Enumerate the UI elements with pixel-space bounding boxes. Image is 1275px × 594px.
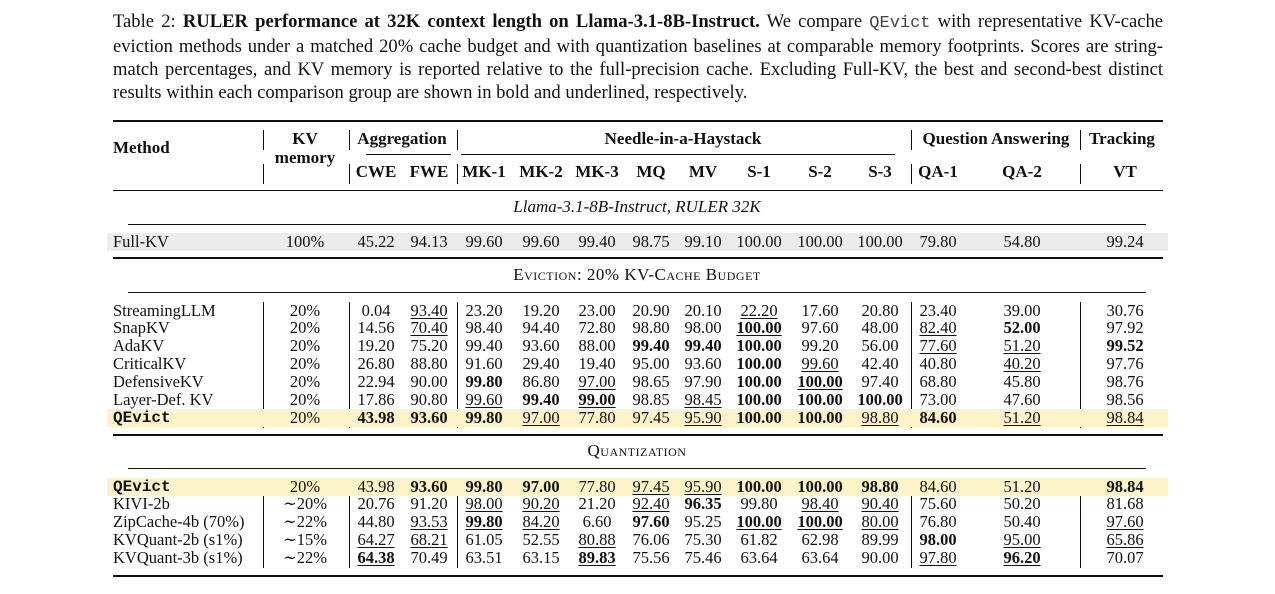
table-caption <box>113 10 1163 104</box>
cell-vt: 97.76 <box>1106 354 1144 373</box>
row-method-label: KIVI-2b <box>113 494 170 513</box>
cell-qa-1: 82.40 <box>919 318 957 337</box>
cell-mv: 96.35 <box>684 494 722 513</box>
cell-s-1: 63.64 <box>740 548 778 567</box>
cell-mk-2: 84.20 <box>522 512 560 531</box>
cell-s-2: 63.64 <box>801 548 839 567</box>
cell-mv: 75.46 <box>684 548 722 567</box>
cell-fwe: 93.60 <box>410 477 448 496</box>
cell-qa-2: 45.80 <box>1003 372 1041 391</box>
cell-mk-1: 23.20 <box>465 301 503 320</box>
cell-s-1: 100.00 <box>736 232 782 251</box>
cell-cwe: 22.94 <box>357 372 395 391</box>
cell-mv: 95.90 <box>684 408 722 427</box>
cell-mk-3: 77.80 <box>578 477 616 496</box>
cell-s-2: 100.00 <box>797 390 843 409</box>
cell-mk-1: 99.80 <box>465 408 503 427</box>
cell-qa-2: 40.20 <box>1003 354 1041 373</box>
top-rule <box>113 120 1163 122</box>
cell-mq: 92.40 <box>632 494 670 513</box>
cell-qa-2: 52.00 <box>1003 318 1041 337</box>
cell-mk-3: 19.40 <box>578 354 616 373</box>
cell-cwe: 44.80 <box>357 512 395 531</box>
cell-cwe: 64.27 <box>357 530 395 549</box>
cell-s-1: 100.00 <box>736 336 782 355</box>
cell-mv: 95.90 <box>684 477 722 496</box>
row-kv-memory: 20% <box>289 372 321 391</box>
column-header-mk-1: MK-1 <box>462 162 506 181</box>
column-header-qa-1: QA-1 <box>918 162 958 181</box>
group-underline-aggregation <box>366 154 451 155</box>
cell-s-1: 100.00 <box>736 408 782 427</box>
cell-fwe: 70.40 <box>410 318 448 337</box>
cell-mq: 95.00 <box>632 354 670 373</box>
column-separator-qa <box>1080 164 1081 184</box>
cell-s-1: 100.00 <box>736 354 782 373</box>
cell-fwe: 90.00 <box>410 372 448 391</box>
cell-mv: 97.90 <box>684 372 722 391</box>
cell-fwe: 93.60 <box>410 408 448 427</box>
cell-qa-2: 51.20 <box>1003 408 1041 427</box>
cell-mq: 97.45 <box>632 477 670 496</box>
row-method-label: DefensiveKV <box>113 372 204 391</box>
column-header-fwe: FWE <box>409 162 449 181</box>
cell-vt: 70.07 <box>1106 548 1144 567</box>
cell-vt: 97.60 <box>1106 512 1144 531</box>
row-method-label: ZipCache-4b (70%) <box>113 512 245 531</box>
cell-qa-2: 54.80 <box>1003 232 1041 251</box>
cell-vt: 98.84 <box>1106 477 1144 496</box>
bottom-rule <box>113 575 1163 577</box>
cell-qa-1: 73.00 <box>919 390 957 409</box>
cell-vt: 65.86 <box>1106 530 1144 549</box>
row-kv-memory: 20% <box>289 354 321 373</box>
cell-mq: 98.65 <box>632 372 670 391</box>
cell-qa-2: 96.20 <box>1003 548 1041 567</box>
cell-mq: 20.90 <box>632 301 670 320</box>
cell-mk-2: 90.20 <box>522 494 560 513</box>
group-aggregation: Aggregation <box>357 129 447 148</box>
cell-mk-3: 77.80 <box>578 408 616 427</box>
cell-s-2: 100.00 <box>797 408 843 427</box>
cell-fwe: 88.80 <box>410 354 448 373</box>
cell-mk-3: 88.00 <box>578 336 616 355</box>
row-kv-memory: 20% <box>289 408 321 427</box>
column-separator-kv-memory <box>349 164 350 184</box>
group-tracking: Tracking <box>1089 129 1155 148</box>
cell-s-2: 98.40 <box>801 494 839 513</box>
section-quantization: Quantization <box>587 441 687 460</box>
cell-fwe: 68.21 <box>410 530 448 549</box>
cell-qa-1: 40.80 <box>919 354 957 373</box>
cell-fwe: 75.20 <box>410 336 448 355</box>
cell-mk-1: 99.80 <box>465 512 503 531</box>
cell-s-3: 97.40 <box>861 372 899 391</box>
row-method-label: StreamingLLM <box>113 301 216 320</box>
cell-qa-1: 84.60 <box>919 477 957 496</box>
cell-mq: 75.56 <box>632 548 670 567</box>
cell-s-1: 22.20 <box>740 301 778 320</box>
caption-label: Table 2: <box>113 11 176 32</box>
row-kv-memory: 20% <box>289 301 321 320</box>
row-kv-memory: 20% <box>289 390 321 409</box>
header-kv-memory-line1: KV <box>292 129 318 148</box>
cell-mk-2: 99.60 <box>522 232 560 251</box>
cell-qa-2: 47.60 <box>1003 390 1041 409</box>
caption-text-a: We compare <box>759 11 870 32</box>
column-separator-method <box>263 130 264 150</box>
cell-qa-1: 76.80 <box>919 512 957 531</box>
cell-mk-2: 29.40 <box>522 354 560 373</box>
cell-mk-2: 52.55 <box>522 530 560 549</box>
cell-mv: 20.10 <box>684 301 722 320</box>
cell-mk-3: 99.00 <box>578 390 616 409</box>
cell-s-3: 90.00 <box>861 548 899 567</box>
cell-s-2: 99.20 <box>801 336 839 355</box>
cell-vt: 97.92 <box>1106 318 1144 337</box>
cell-s-3: 100.00 <box>857 390 903 409</box>
cell-mk-1: 61.05 <box>465 530 503 549</box>
cell-mk-2: 99.40 <box>522 390 560 409</box>
column-header-mk-3: MK-3 <box>575 162 619 181</box>
cell-mk-3: 23.00 <box>578 301 616 320</box>
cell-mq: 97.60 <box>632 512 670 531</box>
column-separator-qa <box>1080 130 1081 150</box>
cell-s-3: 20.80 <box>861 301 899 320</box>
row-method-label: QEvict <box>113 409 171 427</box>
cell-mq: 99.40 <box>632 336 670 355</box>
column-header-vt: VT <box>1113 162 1137 181</box>
cell-mk-3: 21.20 <box>578 494 616 513</box>
row-method-label: CriticalKV <box>113 354 187 373</box>
header-method: Method <box>113 138 170 157</box>
cell-s-1: 99.80 <box>740 494 778 513</box>
cell-vt: 98.76 <box>1106 372 1144 391</box>
cell-cwe: 43.98 <box>357 477 395 496</box>
row-kv-memory: 20% <box>289 477 321 496</box>
cell-qa-2: 50.20 <box>1003 494 1041 513</box>
column-header-cwe: CWE <box>355 162 397 181</box>
cell-mk-1: 98.40 <box>465 318 503 337</box>
cell-s-1: 100.00 <box>736 390 782 409</box>
cell-mq: 98.85 <box>632 390 670 409</box>
column-header-mk-2: MK-2 <box>519 162 563 181</box>
cell-s-3: 98.80 <box>861 477 899 496</box>
cell-s-2: 100.00 <box>797 372 843 391</box>
column-separator-aggregation <box>457 130 458 150</box>
cell-mv: 99.10 <box>684 232 722 251</box>
cell-mk-1: 99.60 <box>465 390 503 409</box>
column-header-s-1: S-1 <box>747 162 771 181</box>
column-header-mq: MQ <box>636 162 666 181</box>
cell-cwe: 64.38 <box>357 548 395 567</box>
cell-mk-2: 86.80 <box>522 372 560 391</box>
column-header-qa-2: QA-2 <box>1002 162 1042 181</box>
row-method-label: Layer-Def. KV <box>113 390 214 409</box>
cell-mk-3: 99.40 <box>578 232 616 251</box>
cell-s-1: 100.00 <box>736 512 782 531</box>
cell-cwe: 14.56 <box>357 318 395 337</box>
group-needle-in-a-haystack: Needle-in-a-Haystack <box>604 129 762 148</box>
cell-vt: 81.68 <box>1106 494 1144 513</box>
row-kv-memory: 100% <box>285 232 325 251</box>
row-method-label: QEvict <box>113 478 171 496</box>
header-bottom-rule <box>113 190 1163 191</box>
cell-mq: 76.06 <box>632 530 670 549</box>
cell-s-2: 99.60 <box>801 354 839 373</box>
column-separator-niah <box>911 130 912 150</box>
cell-mq: 97.45 <box>632 408 670 427</box>
cell-qa-1: 75.60 <box>919 494 957 513</box>
cell-mk-1: 99.80 <box>465 372 503 391</box>
cell-mk-3: 80.88 <box>578 530 616 549</box>
column-header-s-2: S-2 <box>808 162 832 181</box>
cell-cwe: 0.04 <box>361 301 391 320</box>
row-method-label: AdaKV <box>113 336 165 355</box>
cell-mv: 95.25 <box>684 512 722 531</box>
cell-vt: 98.56 <box>1106 390 1144 409</box>
section-eviction: Eviction: 20% KV-Cache Budget <box>513 265 761 284</box>
row-kv-memory: 20% <box>289 318 321 337</box>
cell-s-2: 100.00 <box>797 477 843 496</box>
cell-mv: 93.60 <box>684 354 722 373</box>
cell-qa-1: 84.60 <box>919 408 957 427</box>
cell-mk-2: 97.00 <box>522 408 560 427</box>
cell-mk-2: 63.15 <box>522 548 560 567</box>
cell-qa-2: 51.20 <box>1003 336 1041 355</box>
column-separator-niah <box>911 164 912 184</box>
column-separator-kv-memory <box>349 130 350 150</box>
row-kv-memory: 20% <box>289 336 321 355</box>
cell-mv: 99.40 <box>684 336 722 355</box>
cell-mk-1: 99.60 <box>465 232 503 251</box>
cell-mk-2: 97.00 <box>522 477 560 496</box>
full-kv-bottom-rule <box>113 257 1163 259</box>
group-underline-niah <box>461 154 895 155</box>
cell-s-1: 61.82 <box>740 530 778 549</box>
cell-qa-2: 50.40 <box>1003 512 1041 531</box>
cell-s-2: 97.60 <box>801 318 839 337</box>
cell-fwe: 90.80 <box>410 390 448 409</box>
cell-fwe: 94.13 <box>410 232 448 251</box>
row-method-label: KVQuant-2b (s1%) <box>113 530 243 549</box>
cell-s-3: 42.40 <box>861 354 899 373</box>
cell-cwe: 19.20 <box>357 336 395 355</box>
cell-mk-2: 94.40 <box>522 318 560 337</box>
cell-s-3: 89.99 <box>861 530 899 549</box>
row-method-label: KVQuant-3b (s1%) <box>113 548 243 567</box>
cell-mk-2: 93.60 <box>522 336 560 355</box>
cell-mk-3: 72.80 <box>578 318 616 337</box>
caption-title: RULER performance at 32K context length on Llama-3.1-8B-Instruct. <box>182 11 760 32</box>
column-header-s-3: S-3 <box>868 162 892 181</box>
cell-s-3: 90.40 <box>861 494 899 513</box>
quantization-section-rule <box>128 468 1146 469</box>
cell-mq: 98.80 <box>632 318 670 337</box>
cell-mq: 98.75 <box>632 232 670 251</box>
cell-mk-3: 89.83 <box>578 548 616 567</box>
cell-qa-2: 51.20 <box>1003 477 1041 496</box>
cell-mk-1: 63.51 <box>465 548 503 567</box>
cell-qa-2: 39.00 <box>1003 301 1041 320</box>
cell-qa-1: 23.40 <box>919 301 957 320</box>
cell-cwe: 45.22 <box>357 232 395 251</box>
cell-s-3: 98.80 <box>861 408 899 427</box>
cell-cwe: 17.86 <box>357 390 395 409</box>
caption-text-b: with representative KV-cache eviction methods under a matched 20% cache budget and with quantization baselines at comparable memory footprints. Scores are string-match percentages, and KV memory is reported relative to the full-precision cache. Excluding Full-KV, the best and second-best distinct results within each comparison group are shown in bold and underlined, respectively. <box>113 11 1163 103</box>
cell-qa-1: 77.60 <box>919 336 957 355</box>
cell-s-1: 100.00 <box>736 318 782 337</box>
cell-mv: 75.30 <box>684 530 722 549</box>
cell-qa-1: 97.80 <box>919 548 957 567</box>
column-header-mv: MV <box>688 162 718 181</box>
cell-vt: 98.84 <box>1106 408 1144 427</box>
row-method-label: SnapKV <box>113 318 170 337</box>
section-model: Llama-3.1-8B-Instruct, RULER 32K <box>513 197 761 216</box>
cell-mk-1: 99.80 <box>465 477 503 496</box>
eviction-section-rule <box>128 292 1146 293</box>
row-kv-memory: ∼15% <box>282 530 328 549</box>
cell-s-2: 100.00 <box>797 232 843 251</box>
cell-mk-3: 97.00 <box>578 372 616 391</box>
cell-mk-1: 99.40 <box>465 336 503 355</box>
cell-s-3: 80.00 <box>861 512 899 531</box>
cell-s-3: 48.00 <box>861 318 899 337</box>
cell-fwe: 93.40 <box>410 301 448 320</box>
cell-s-2: 17.60 <box>801 301 839 320</box>
row-method-label: Full-KV <box>113 232 169 251</box>
cell-s-2: 100.00 <box>797 512 843 531</box>
cell-qa-2: 95.00 <box>1003 530 1041 549</box>
cell-vt: 30.76 <box>1106 301 1144 320</box>
cell-vt: 99.24 <box>1106 232 1144 251</box>
column-separator-method <box>263 164 264 184</box>
column-separator-aggregation <box>457 164 458 184</box>
caption-method-name: QEvict <box>869 14 931 33</box>
cell-qa-1: 68.80 <box>919 372 957 391</box>
cell-qa-1: 79.80 <box>919 232 957 251</box>
cell-fwe: 91.20 <box>410 494 448 513</box>
group-question-answering: Question Answering <box>922 129 1070 148</box>
cell-mv: 98.00 <box>684 318 722 337</box>
cell-cwe: 26.80 <box>357 354 395 373</box>
cell-s-1: 100.00 <box>736 477 782 496</box>
cell-s-2: 62.98 <box>801 530 839 549</box>
cell-mk-3: 6.60 <box>582 512 612 531</box>
row-kv-memory: ∼22% <box>282 512 328 531</box>
cell-mk-2: 19.20 <box>522 301 560 320</box>
cell-fwe: 93.53 <box>410 512 448 531</box>
row-kv-memory: ∼20% <box>282 494 328 513</box>
cell-s-3: 56.00 <box>861 336 899 355</box>
cell-s-3: 100.00 <box>857 232 903 251</box>
cell-cwe: 43.98 <box>357 408 395 427</box>
cell-cwe: 20.76 <box>357 494 395 513</box>
cell-fwe: 70.49 <box>410 548 448 567</box>
cell-mv: 98.45 <box>684 390 722 409</box>
cell-vt: 99.52 <box>1106 336 1144 355</box>
cell-mk-1: 91.60 <box>465 354 503 373</box>
cell-s-1: 100.00 <box>736 372 782 391</box>
model-section-rule <box>128 224 1146 225</box>
row-kv-memory: ∼22% <box>282 548 328 567</box>
header-kv-memory-line2: memory <box>274 148 336 167</box>
eviction-bottom-rule <box>113 434 1163 436</box>
cell-mk-1: 98.00 <box>465 494 503 513</box>
cell-qa-1: 98.00 <box>919 530 957 549</box>
